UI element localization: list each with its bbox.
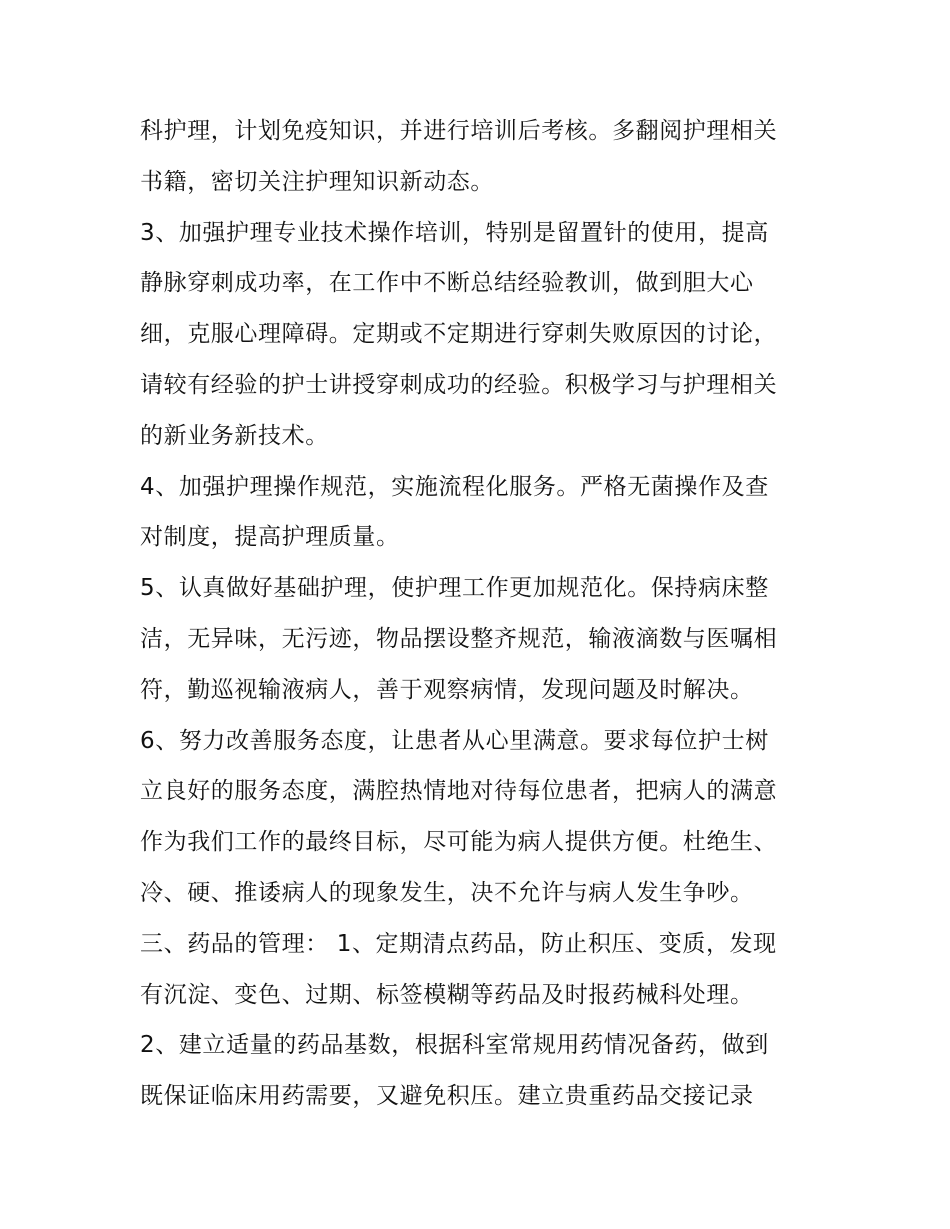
text-line: 科护理，计划免疫知识，并进行培训后考核。多翻阅护理相关 (140, 118, 778, 144)
text-line: 的新业务新技术。 (140, 422, 329, 449)
text-line: 对制度，提高护理质量。 (140, 524, 400, 551)
text-line: 细，克服心理障碍。定期或不定期进行穿刺失败原因的讨论， (140, 321, 778, 348)
text-line: 既保证临床用药需要，又避免积压。建立贵重药品交接记录 (140, 1083, 754, 1110)
text-line: 作为我们工作的最终目标，尽可能为病人提供方便。杜绝生、 (140, 829, 778, 856)
text-line: 三、药品的管理： 1、定期清点药品，防止积压、变质，发现 (140, 930, 777, 957)
text-line: 立良好的服务态度，满腔热情地对待每位患者，把病人的满意 (140, 778, 778, 805)
document-body (140, 106, 830, 1122)
text-line: 静脉穿刺成功率，在工作中不断总结经验教训，做到胆大心 (140, 270, 754, 297)
text-line: 洁，无异味，无污迹，物品摆设整齐规范，输液滴数与医嘱相 (140, 625, 778, 652)
text-line: 符，勤巡视输液病人，善于观察病情，发现问题及时解决。 (140, 676, 754, 703)
text-line: 6、努力改善服务态度，让患者从心里满意。要求每位护士树 (140, 727, 769, 754)
text-line: 书籍，密切关注护理知识新动态。 (140, 168, 494, 195)
text-line: 冷、硬、推诿病人的现象发生，决不允许与病人发生争吵。 (140, 879, 754, 906)
text-line: 3、加强护理专业技术操作培训，特别是留置针的使用，提高 (140, 219, 769, 246)
text-line: 5、认真做好基础护理，使护理工作更加规范化。保持病床整 (140, 575, 769, 602)
text-line: 4、加强护理操作规范，实施流程化服务。严格无菌操作及查 (140, 473, 769, 500)
text-line: 2、建立适量的药品基数，根据科室常规用药情况备药，做到 (140, 1032, 769, 1059)
text-line: 请较有经验的护士讲授穿刺成功的经验。积极学习与护理相关 (140, 371, 778, 398)
text-line: 有沉淀、变色、过期、标签模糊等药品及时报药械科处理。 (140, 981, 754, 1008)
